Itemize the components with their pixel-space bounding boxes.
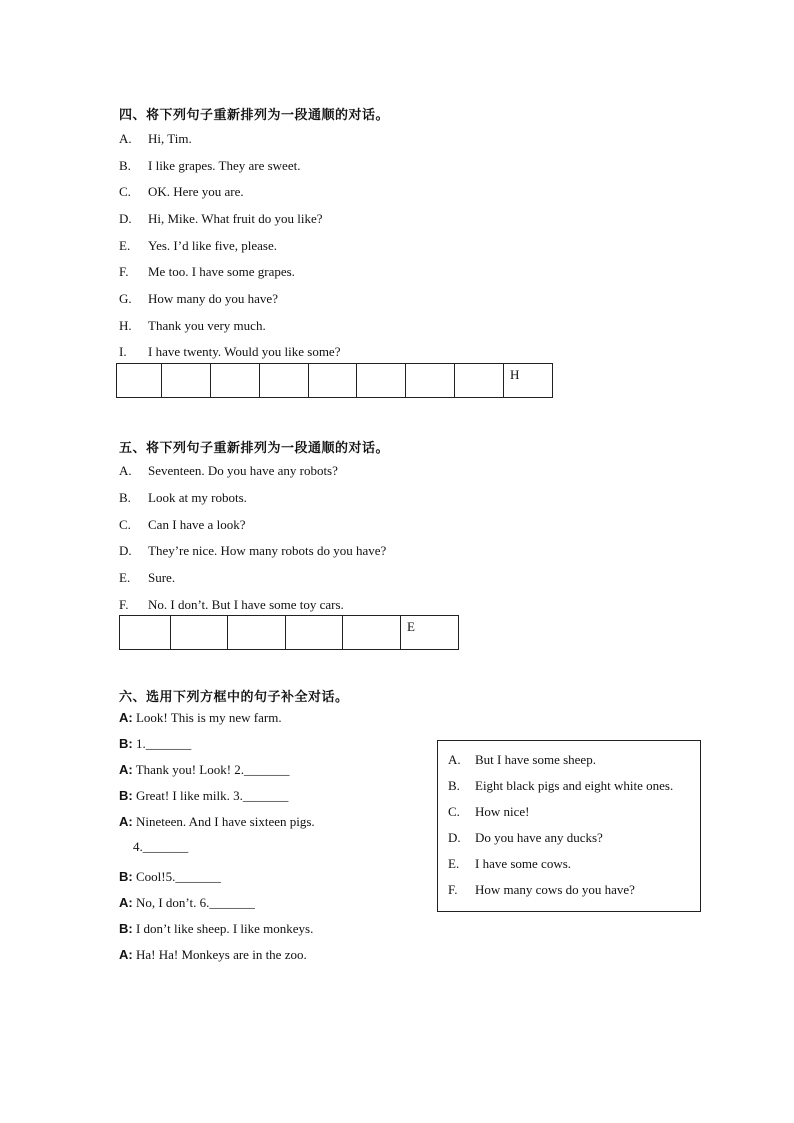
section6-heading: 六、选用下列方框中的句子补全对话。 <box>119 690 349 705</box>
answer-cell[interactable] <box>286 616 343 650</box>
dialogue-line <box>133 839 188 855</box>
choice-letter: B. <box>448 778 460 793</box>
answer-cell[interactable] <box>308 364 357 398</box>
choice-text: How many cows do you have? <box>475 882 635 897</box>
dialogue-line <box>119 921 313 937</box>
section4-option-b <box>119 158 300 174</box>
option-text: I like grapes. They are sweet. <box>148 158 301 173</box>
section4-option-f <box>119 264 295 280</box>
answer-cell[interactable] <box>161 364 210 398</box>
dialogue-text: 1._______ <box>132 736 192 751</box>
choice-letter: E. <box>448 856 460 871</box>
speaker-label: B: <box>119 921 133 936</box>
section5-option-a <box>119 463 338 479</box>
section4-option-a <box>119 131 192 147</box>
option-text: No. I don’t. But I have some toy cars. <box>148 597 344 612</box>
choice-letter: D. <box>448 830 461 845</box>
option-letter: F. <box>119 264 129 279</box>
option-letter: C. <box>119 184 131 199</box>
choice-item <box>448 856 571 872</box>
section4-option-g <box>119 291 278 307</box>
dialogue-text: Cool!5._______ <box>132 869 221 884</box>
choice-letter: A. <box>448 752 461 767</box>
section4-option-h <box>119 318 266 334</box>
option-text: Hi, Tim. <box>148 131 192 146</box>
choice-letter: F. <box>448 882 458 897</box>
dialogue-text: Look! This is my new farm. <box>132 710 282 725</box>
answer-cell[interactable]: H <box>504 364 553 398</box>
option-text: Seventeen. Do you have any robots? <box>148 463 338 478</box>
choice-item <box>448 752 596 768</box>
option-letter: A. <box>119 463 132 478</box>
option-letter: I. <box>119 344 127 359</box>
choice-item <box>448 804 530 820</box>
choice-item <box>448 882 635 898</box>
section5-option-c <box>119 517 245 533</box>
option-text: Yes. I’d like five, please. <box>148 238 278 253</box>
dialogue-text: No, I don’t. 6._______ <box>132 895 255 910</box>
answer-cell[interactable] <box>357 364 406 398</box>
choice-item <box>448 830 603 846</box>
section5-option-e <box>119 570 175 586</box>
choice-text: Do you have any ducks? <box>475 830 603 845</box>
choice-item <box>448 778 673 794</box>
option-text: Sure. <box>148 570 176 585</box>
choice-text: How nice! <box>475 804 530 819</box>
answer-cell[interactable] <box>343 616 401 650</box>
dialogue-line <box>119 736 191 752</box>
option-letter: A. <box>119 131 132 146</box>
option-letter: F. <box>119 597 129 612</box>
section5-option-f <box>119 597 344 613</box>
answer-cell[interactable] <box>210 364 259 398</box>
section5-option-d <box>119 543 386 559</box>
speaker-label: B: <box>119 788 133 803</box>
answer-cell[interactable] <box>406 364 455 398</box>
speaker-label: B: <box>119 869 133 884</box>
option-letter: E. <box>119 570 131 585</box>
section5-heading: 五、将下列句子重新排列为一段通顺的对话。 <box>119 441 390 456</box>
dialogue-line <box>119 788 288 804</box>
option-letter: H. <box>119 318 132 333</box>
dialogue-text: 4._______ <box>133 839 189 854</box>
dialogue-text: Thank you! Look! 2._______ <box>132 762 290 777</box>
dialogue-line <box>119 869 221 885</box>
dialogue-text: Ha! Ha! Monkeys are in the zoo. <box>132 947 307 962</box>
dialogue-text: Nineteen. And I have sixteen pigs. <box>132 814 315 829</box>
option-letter: C. <box>119 517 131 532</box>
speaker-label: A: <box>119 947 133 962</box>
dialogue-text: I don’t like sheep. I like monkeys. <box>132 921 314 936</box>
speaker-label: B: <box>119 736 133 751</box>
speaker-label: A: <box>119 710 133 725</box>
answer-cell[interactable] <box>117 364 162 398</box>
speaker-label: A: <box>119 762 133 777</box>
option-text: Me too. I have some grapes. <box>148 264 295 279</box>
answer-cell[interactable] <box>120 616 171 650</box>
dialogue-line <box>119 895 255 911</box>
section4-option-i <box>119 344 340 360</box>
option-letter: D. <box>119 211 132 226</box>
option-letter: E. <box>119 238 131 253</box>
answer-cell[interactable]: E <box>401 616 459 650</box>
section5-answer-table <box>119 615 459 650</box>
option-text: They’re nice. How many robots do you have? <box>148 543 387 558</box>
speaker-label: A: <box>119 814 133 829</box>
speaker-label: A: <box>119 895 133 910</box>
section4-answer-table <box>116 363 553 398</box>
option-letter: D. <box>119 543 132 558</box>
choice-text: Eight black pigs and eight white ones. <box>475 778 674 793</box>
section4-option-c <box>119 184 244 200</box>
choice-text: But I have some sheep. <box>475 752 596 767</box>
option-text: How many do you have? <box>148 291 278 306</box>
choice-letter: C. <box>448 804 460 819</box>
answer-cell[interactable] <box>455 364 504 398</box>
choices-box <box>437 740 701 912</box>
option-text: Hi, Mike. What fruit do you like? <box>148 211 323 226</box>
answer-cell[interactable] <box>259 364 308 398</box>
dialogue-line <box>119 762 290 778</box>
answer-cell[interactable] <box>228 616 286 650</box>
section5-option-b <box>119 490 247 506</box>
option-letter: B. <box>119 490 131 505</box>
answer-cell[interactable] <box>171 616 228 650</box>
dialogue-line <box>119 814 315 830</box>
option-text: Look at my robots. <box>148 490 247 505</box>
section4-heading: 四、将下列句子重新排列为一段通顺的对话。 <box>119 108 390 123</box>
option-text: OK. Here you are. <box>148 184 244 199</box>
option-text: Thank you very much. <box>148 318 266 333</box>
section4-option-d <box>119 211 323 227</box>
option-text: Can I have a look? <box>148 517 246 532</box>
choice-text: I have some cows. <box>475 856 572 871</box>
option-text: I have twenty. Would you like some? <box>148 344 341 359</box>
option-letter: G. <box>119 291 132 306</box>
dialogue-line <box>119 710 282 726</box>
dialogue-text: Great! I like milk. 3._______ <box>132 788 289 803</box>
option-letter: B. <box>119 158 131 173</box>
section4-option-e <box>119 238 277 254</box>
dialogue-line <box>119 947 307 963</box>
